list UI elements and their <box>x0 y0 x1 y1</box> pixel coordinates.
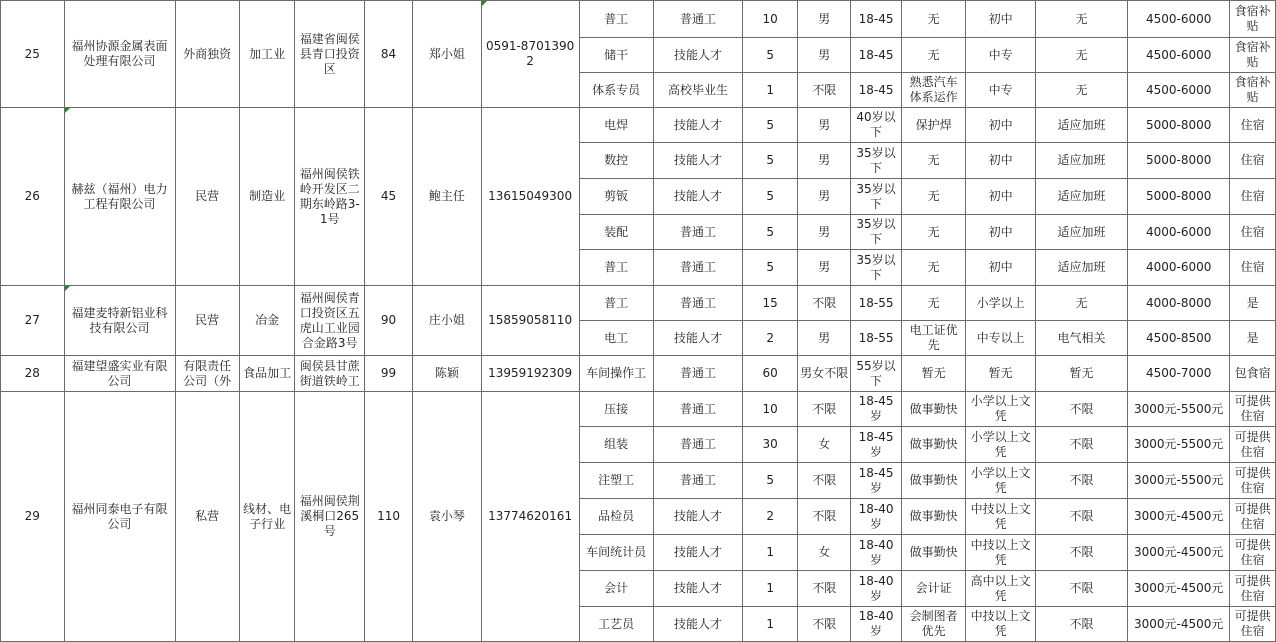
industry: 制造业 <box>239 108 295 286</box>
benefit: 可提供住宿 <box>1230 499 1276 535</box>
job-title: 车间统计员 <box>579 535 653 571</box>
skill-requirement: 做事勤快 <box>901 427 966 463</box>
job-category: 普通工 <box>653 250 742 286</box>
salary-range: 4500-6000 <box>1128 73 1230 108</box>
other-requirement: 适应加班 <box>1035 179 1127 215</box>
job-category: 普通工 <box>653 286 742 321</box>
other-requirement: 不限 <box>1035 535 1127 571</box>
contact-person: 郑小姐 <box>413 1 481 108</box>
education-requirement: 小学以上文凭 <box>966 427 1035 463</box>
other-requirement: 适应加班 <box>1035 108 1127 143</box>
employee-count: 84 <box>364 1 412 108</box>
company-address: 福州闽侯青口投资区五虎山工业园合金路3号 <box>295 286 364 356</box>
skill-requirement: 熟悉汽车体系运作 <box>901 73 966 108</box>
education-requirement: 小学以上 <box>966 286 1035 321</box>
skill-requirement: 会制图者优先 <box>901 607 966 642</box>
industry: 食品加工 <box>239 356 295 392</box>
age-requirement: 40岁以下 <box>851 108 901 143</box>
benefit: 食宿补贴 <box>1230 38 1276 73</box>
job-title: 组装 <box>579 427 653 463</box>
job-title: 车间操作工 <box>579 356 653 392</box>
education-requirement: 高中以上文凭 <box>966 571 1035 607</box>
other-requirement: 无 <box>1035 1 1127 38</box>
employee-count: 110 <box>364 392 412 642</box>
company-address: 福州闽侯铁岭开发区二期东岭路3-1号 <box>295 108 364 286</box>
gender-requirement: 男女不限 <box>798 356 851 392</box>
job-headcount: 15 <box>743 286 798 321</box>
benefit: 可提供住宿 <box>1230 463 1276 499</box>
skill-requirement: 无 <box>901 179 966 215</box>
salary-range: 4500-8500 <box>1128 321 1230 356</box>
job-title: 普工 <box>579 1 653 38</box>
education-requirement: 小学以上文凭 <box>966 463 1035 499</box>
gender-requirement: 不限 <box>798 73 851 108</box>
job-category: 技能人才 <box>653 179 742 215</box>
gender-requirement: 不限 <box>798 286 851 321</box>
age-requirement: 18-45 <box>851 1 901 38</box>
contact-person: 袁小琴 <box>413 392 481 642</box>
other-requirement: 无 <box>1035 38 1127 73</box>
salary-range: 3000元-5500元 <box>1128 427 1230 463</box>
job-headcount: 30 <box>743 427 798 463</box>
other-requirement: 不限 <box>1035 463 1127 499</box>
ownership-type: 民营 <box>175 286 239 356</box>
skill-requirement: 做事勤快 <box>901 463 966 499</box>
salary-range: 4500-7000 <box>1128 356 1230 392</box>
benefit: 食宿补贴 <box>1230 1 1276 38</box>
job-headcount: 5 <box>743 143 798 179</box>
salary-range: 3000元-5500元 <box>1128 463 1230 499</box>
company-address: 福建省闽侯县青口投资区 <box>295 1 364 108</box>
salary-range: 4000-8000 <box>1128 286 1230 321</box>
skill-requirement: 做事勤快 <box>901 392 966 427</box>
gender-requirement: 男 <box>798 143 851 179</box>
company-name: 福建望盛实业有限公司 <box>64 356 175 392</box>
skill-requirement: 保护焊 <box>901 108 966 143</box>
ownership-type: 私营 <box>175 392 239 642</box>
education-requirement: 中专 <box>966 38 1035 73</box>
row-number: 29 <box>1 392 65 642</box>
contact-phone: 15859058110 <box>481 286 579 356</box>
salary-range: 4500-6000 <box>1128 1 1230 38</box>
other-requirement: 适应加班 <box>1035 143 1127 179</box>
company-name: 福建麦特新铝业科技有限公司 <box>64 286 175 356</box>
job-title: 工艺员 <box>579 607 653 642</box>
company-address: 福州闽侯荆溪桐口265号 <box>295 392 364 642</box>
age-requirement: 18-40岁 <box>851 571 901 607</box>
benefit: 住宿 <box>1230 143 1276 179</box>
company-name: 赫兹（福州）电力工程有限公司 <box>64 108 175 286</box>
job-category: 普通工 <box>653 427 742 463</box>
job-headcount: 2 <box>743 321 798 356</box>
salary-range: 4000-6000 <box>1128 250 1230 286</box>
benefit: 是 <box>1230 321 1276 356</box>
other-requirement: 无 <box>1035 286 1127 321</box>
job-headcount: 5 <box>743 38 798 73</box>
gender-requirement: 男 <box>798 1 851 38</box>
gender-requirement: 不限 <box>798 571 851 607</box>
table-row <box>1 356 1276 392</box>
contact-person: 庄小姐 <box>413 286 481 356</box>
job-headcount: 10 <box>743 392 798 427</box>
job-category: 技能人才 <box>653 38 742 73</box>
gender-requirement: 女 <box>798 427 851 463</box>
age-requirement: 18-45岁 <box>851 427 901 463</box>
other-requirement: 不限 <box>1035 499 1127 535</box>
salary-range: 3000元-5500元 <box>1128 392 1230 427</box>
ownership-type: 有限责任公司（外 <box>175 356 239 392</box>
gender-requirement: 女 <box>798 535 851 571</box>
salary-range: 3000元-4500元 <box>1128 499 1230 535</box>
job-category: 普通工 <box>653 215 742 250</box>
job-title: 品检员 <box>579 499 653 535</box>
benefit: 可提供住宿 <box>1230 392 1276 427</box>
gender-requirement: 不限 <box>798 463 851 499</box>
other-requirement: 适应加班 <box>1035 250 1127 286</box>
company-name: 福州同泰电子有限公司 <box>64 392 175 642</box>
ownership-type: 外商独资 <box>175 1 239 108</box>
row-number: 26 <box>1 108 65 286</box>
company-name: 福州协源金属表面处理有限公司 <box>64 1 175 108</box>
age-requirement: 18-55 <box>851 286 901 321</box>
skill-requirement: 无 <box>901 143 966 179</box>
skill-requirement: 电工证优先 <box>901 321 966 356</box>
age-requirement: 18-40岁 <box>851 535 901 571</box>
job-category: 技能人才 <box>653 321 742 356</box>
salary-range: 3000元-4500元 <box>1128 571 1230 607</box>
job-category: 高校毕业生 <box>653 73 742 108</box>
job-title: 压接 <box>579 392 653 427</box>
skill-requirement: 无 <box>901 250 966 286</box>
salary-range: 4000-6000 <box>1128 215 1230 250</box>
skill-requirement: 无 <box>901 286 966 321</box>
job-headcount: 1 <box>743 535 798 571</box>
salary-range: 3000元-4500元 <box>1128 607 1230 642</box>
contact-phone: 13774620161 <box>481 392 579 642</box>
employee-count: 45 <box>364 108 412 286</box>
age-requirement: 35岁以下 <box>851 143 901 179</box>
job-category: 技能人才 <box>653 108 742 143</box>
benefit: 住宿 <box>1230 250 1276 286</box>
job-title: 普工 <box>579 250 653 286</box>
age-requirement: 18-55 <box>851 321 901 356</box>
other-requirement: 不限 <box>1035 571 1127 607</box>
company-address: 闽侯县甘蔗街道铁岭工 <box>295 356 364 392</box>
contact-phone: 13615049300 <box>481 108 579 286</box>
other-requirement: 电气相关 <box>1035 321 1127 356</box>
skill-requirement: 做事勤快 <box>901 499 966 535</box>
age-requirement: 18-45 <box>851 38 901 73</box>
education-requirement: 中专 <box>966 73 1035 108</box>
benefit: 可提供住宿 <box>1230 571 1276 607</box>
row-number: 27 <box>1 286 65 356</box>
benefit: 包食宿 <box>1230 356 1276 392</box>
table-body <box>1 1 1276 642</box>
gender-requirement: 男 <box>798 321 851 356</box>
industry: 加工业 <box>239 1 295 108</box>
job-headcount: 5 <box>743 215 798 250</box>
education-requirement: 初中 <box>966 143 1035 179</box>
education-requirement: 中技以上文凭 <box>966 499 1035 535</box>
job-category: 技能人才 <box>653 499 742 535</box>
salary-range: 4500-6000 <box>1128 38 1230 73</box>
other-requirement: 暂无 <box>1035 356 1127 392</box>
gender-requirement: 不限 <box>798 607 851 642</box>
salary-range: 3000元-4500元 <box>1128 535 1230 571</box>
age-requirement: 18-40岁 <box>851 499 901 535</box>
gender-requirement: 男 <box>798 179 851 215</box>
job-title: 剪钣 <box>579 179 653 215</box>
skill-requirement: 无 <box>901 215 966 250</box>
job-headcount: 5 <box>743 250 798 286</box>
education-requirement: 初中 <box>966 1 1035 38</box>
ownership-type: 民营 <box>175 108 239 286</box>
table-row <box>1 1 1276 38</box>
age-requirement: 35岁以下 <box>851 215 901 250</box>
education-requirement: 暂无 <box>966 356 1035 392</box>
gender-requirement: 男 <box>798 250 851 286</box>
other-requirement: 适应加班 <box>1035 215 1127 250</box>
gender-requirement: 男 <box>798 108 851 143</box>
salary-range: 5000-8000 <box>1128 143 1230 179</box>
table-row <box>1 286 1276 321</box>
education-requirement: 初中 <box>966 215 1035 250</box>
salary-range: 5000-8000 <box>1128 108 1230 143</box>
industry: 线材、电子行业 <box>239 392 295 642</box>
job-headcount: 10 <box>743 1 798 38</box>
table-row <box>1 108 1276 143</box>
employee-count: 90 <box>364 286 412 356</box>
age-requirement: 35岁以下 <box>851 179 901 215</box>
job-title: 普工 <box>579 286 653 321</box>
job-category: 技能人才 <box>653 143 742 179</box>
job-title: 注塑工 <box>579 463 653 499</box>
benefit: 住宿 <box>1230 108 1276 143</box>
benefit: 住宿 <box>1230 179 1276 215</box>
table-row <box>1 392 1276 427</box>
skill-requirement: 做事勤快 <box>901 535 966 571</box>
age-requirement: 18-45 <box>851 73 901 108</box>
benefit: 可提供住宿 <box>1230 607 1276 642</box>
job-title: 体系专员 <box>579 73 653 108</box>
education-requirement: 小学以上文凭 <box>966 392 1035 427</box>
job-title: 储干 <box>579 38 653 73</box>
education-requirement: 初中 <box>966 250 1035 286</box>
job-title: 装配 <box>579 215 653 250</box>
skill-requirement: 无 <box>901 1 966 38</box>
salary-range: 5000-8000 <box>1128 179 1230 215</box>
job-headcount: 1 <box>743 571 798 607</box>
education-requirement: 中技以上文凭 <box>966 535 1035 571</box>
job-headcount: 1 <box>743 607 798 642</box>
education-requirement: 中技以上文凭 <box>966 607 1035 642</box>
education-requirement: 中专以上 <box>966 321 1035 356</box>
industry: 冶金 <box>239 286 295 356</box>
benefit: 食宿补贴 <box>1230 73 1276 108</box>
skill-requirement: 无 <box>901 38 966 73</box>
job-title: 数控 <box>579 143 653 179</box>
benefit: 可提供住宿 <box>1230 427 1276 463</box>
contact-person: 鲍主任 <box>413 108 481 286</box>
age-requirement: 18-45岁 <box>851 392 901 427</box>
job-headcount: 1 <box>743 73 798 108</box>
job-category: 普通工 <box>653 392 742 427</box>
job-category: 普通工 <box>653 463 742 499</box>
job-title: 电工 <box>579 321 653 356</box>
employee-count: 99 <box>364 356 412 392</box>
job-category: 技能人才 <box>653 571 742 607</box>
other-requirement: 不限 <box>1035 607 1127 642</box>
job-title: 电焊 <box>579 108 653 143</box>
age-requirement: 55岁以下 <box>851 356 901 392</box>
other-requirement: 不限 <box>1035 392 1127 427</box>
row-number: 25 <box>1 1 65 108</box>
job-headcount: 5 <box>743 108 798 143</box>
education-requirement: 初中 <box>966 179 1035 215</box>
other-requirement: 无 <box>1035 73 1127 108</box>
contact-phone: 13959192309 <box>481 356 579 392</box>
other-requirement: 不限 <box>1035 427 1127 463</box>
age-requirement: 18-40岁 <box>851 607 901 642</box>
job-category: 技能人才 <box>653 607 742 642</box>
job-headcount: 5 <box>743 463 798 499</box>
job-headcount: 60 <box>743 356 798 392</box>
row-number: 28 <box>1 356 65 392</box>
job-headcount: 2 <box>743 499 798 535</box>
job-category: 技能人才 <box>653 535 742 571</box>
skill-requirement: 暂无 <box>901 356 966 392</box>
job-category: 普通工 <box>653 1 742 38</box>
benefit: 可提供住宿 <box>1230 535 1276 571</box>
education-requirement: 初中 <box>966 108 1035 143</box>
age-requirement: 35岁以下 <box>851 250 901 286</box>
gender-requirement: 不限 <box>798 392 851 427</box>
contact-person: 陈颖 <box>413 356 481 392</box>
age-requirement: 18-45岁 <box>851 463 901 499</box>
benefit: 是 <box>1230 286 1276 321</box>
gender-requirement: 男 <box>798 215 851 250</box>
job-category: 普通工 <box>653 356 742 392</box>
contact-phone: 0591-87013902 <box>481 1 579 108</box>
benefit: 住宿 <box>1230 215 1276 250</box>
job-headcount: 5 <box>743 179 798 215</box>
skill-requirement: 会计证 <box>901 571 966 607</box>
gender-requirement: 不限 <box>798 499 851 535</box>
job-title: 会计 <box>579 571 653 607</box>
gender-requirement: 男 <box>798 38 851 73</box>
